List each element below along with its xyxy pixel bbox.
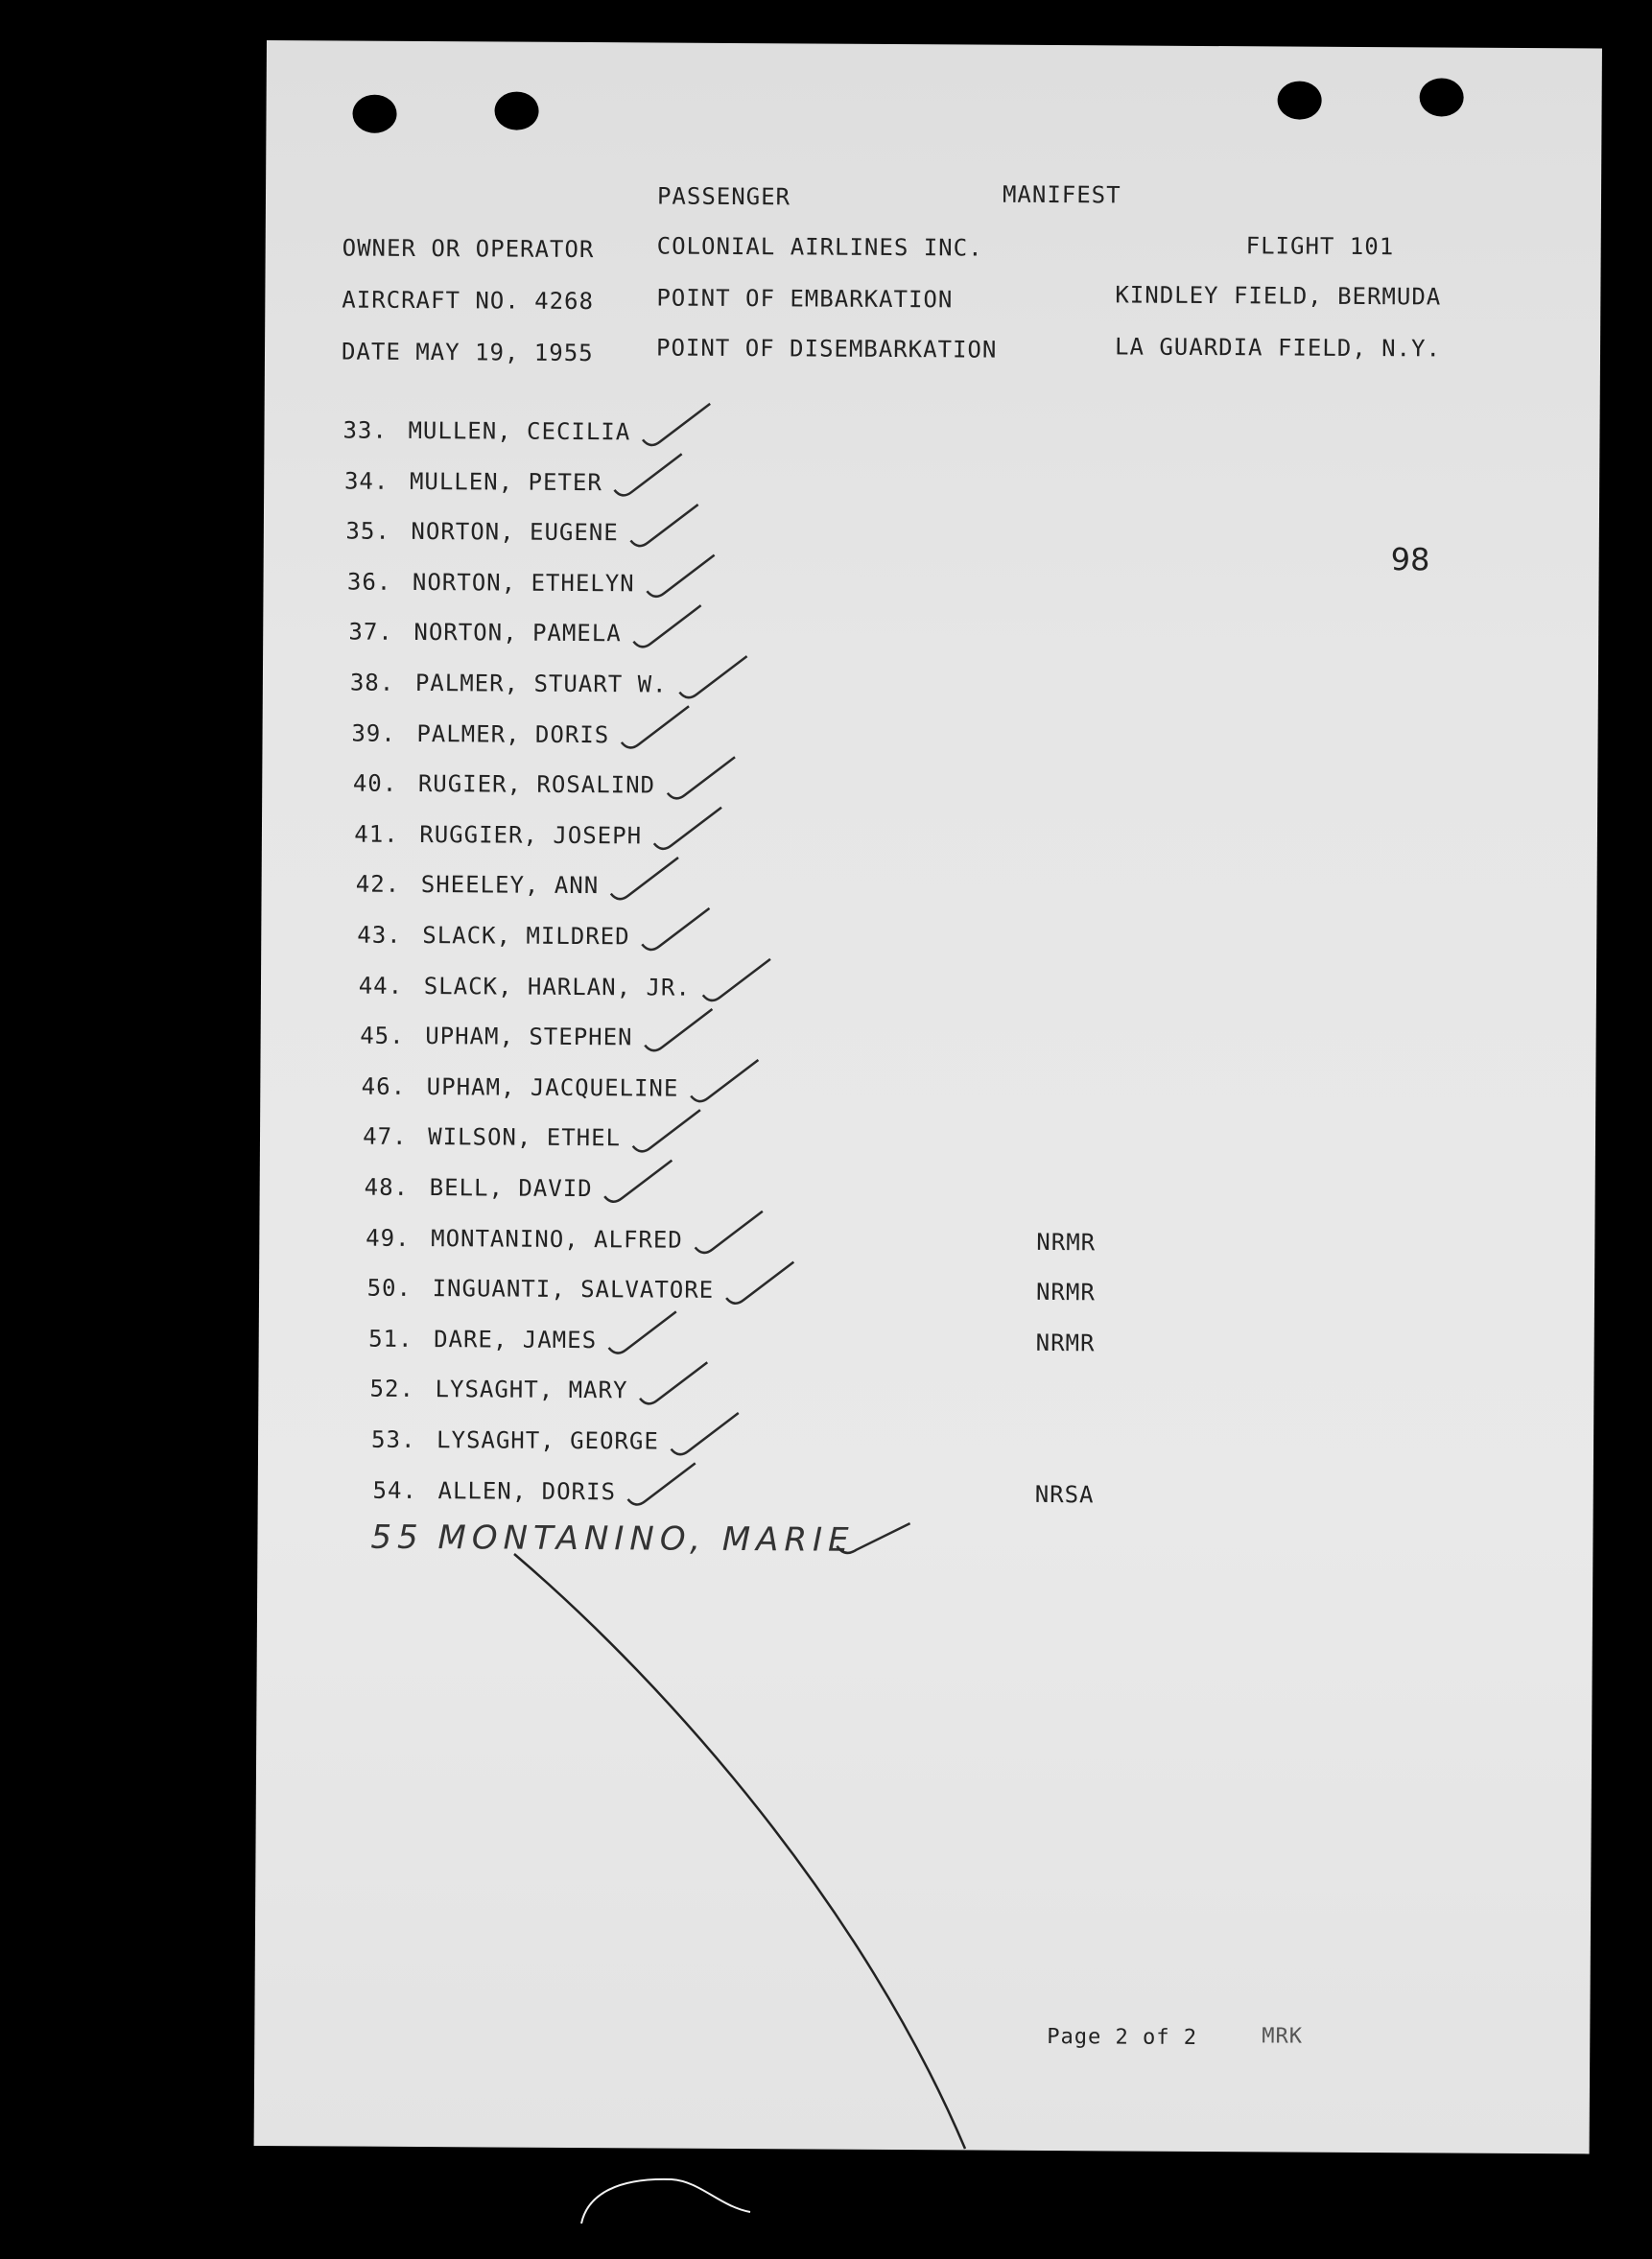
status-code: NRMR: [1035, 1279, 1096, 1306]
status-code: NRMR: [1036, 1228, 1097, 1256]
passenger-number: 36.: [346, 568, 392, 596]
aircraft-number: AIRCRAFT NO. 4268: [342, 286, 595, 316]
status-code: NRMR: [1035, 1329, 1096, 1357]
embarkation-value: KINDLEY FIELD, BERMUDA: [1115, 281, 1442, 311]
passenger-name: NORTON, PAMELA: [413, 619, 622, 647]
passenger-number: 34.: [343, 467, 389, 495]
passenger-name: SHEELEY, ANN: [420, 871, 600, 900]
passenger-number: 50.: [366, 1274, 413, 1303]
passenger-number: 47.: [363, 1123, 408, 1151]
passenger-number: 39.: [351, 719, 396, 747]
page-number: 98: [1390, 541, 1430, 578]
flight-date: DATE MAY 19, 1955: [341, 338, 594, 367]
passenger-name: BELL, DAVID: [429, 1174, 593, 1203]
passenger-name: WILSON, ETHEL: [428, 1123, 622, 1152]
passenger-name: RUGIER, ROSALIND: [417, 770, 656, 799]
passenger-number: 51.: [368, 1325, 413, 1353]
disembarkation-value: LA GUARDIA FIELD, N.Y.: [1114, 333, 1442, 363]
passenger-name: UPHAM, JACQUELINE: [426, 1072, 679, 1102]
passenger-number: 44.: [358, 972, 404, 1000]
passenger-number: 45.: [360, 1022, 405, 1050]
passenger-number: 35.: [345, 517, 390, 545]
disembarkation-label: POINT OF DISEMBARKATION: [655, 334, 998, 364]
passenger-number: 52.: [369, 1376, 415, 1403]
status-code: NRSA: [1034, 1480, 1095, 1508]
passenger-number: 40.: [352, 769, 398, 798]
passenger-name: PALMER, DORIS: [416, 719, 610, 748]
owner-value: COLONIAL AIRLINES INC.: [656, 232, 983, 262]
passenger-number: 41.: [354, 820, 399, 848]
passenger-name: ALLEN, DORIS: [437, 1476, 617, 1505]
long-pencil-stroke: [514, 1554, 965, 2149]
page-indicator: Page 2 of 2: [1047, 2025, 1198, 2050]
passenger-number: 38.: [349, 669, 395, 696]
passenger-name: MULLEN, CECILIA: [408, 416, 631, 446]
clerk-initials: MRK: [1262, 2024, 1304, 2049]
passenger-name: RUGGIER, JOSEPH: [419, 820, 643, 850]
passenger-name: SLACK, HARLAN, JR.: [423, 972, 691, 1001]
passenger-name: PALMER, STUART W.: [414, 669, 668, 698]
handwritten-entry-name: MONTANINO, MARIE: [437, 1518, 855, 1560]
manifest-title-left: PASSENGER: [656, 182, 791, 211]
embarkation-label: POINT OF EMBARKATION: [656, 284, 954, 314]
bottom-scribble: [581, 2179, 750, 2224]
manifest-title-right: MANIFEST: [1002, 180, 1121, 209]
passenger-number: 49.: [366, 1224, 411, 1252]
passenger-name: NORTON, EUGENE: [411, 518, 619, 547]
passenger-name: INGUANTI, SALVATORE: [432, 1275, 715, 1305]
passenger-number: 53.: [371, 1425, 416, 1453]
passenger-name: NORTON, ETHELYN: [412, 568, 635, 598]
passenger-name: UPHAM, STEPHEN: [425, 1023, 633, 1051]
flight-number: FLIGHT 101: [1245, 232, 1395, 261]
passenger-number: 46.: [361, 1072, 407, 1100]
passenger-name: MONTANINO, ALFRED: [431, 1224, 683, 1254]
passenger-name: LYSAGHT, GEORGE: [437, 1426, 659, 1455]
passenger-name: DARE, JAMES: [434, 1325, 598, 1353]
passenger-number: 43.: [357, 921, 402, 949]
handwritten-entry-number: 55: [370, 1518, 424, 1558]
passenger-number: 48.: [364, 1173, 410, 1201]
passenger-number: 42.: [355, 870, 401, 899]
owner-label: OWNER OR OPERATOR: [342, 234, 595, 264]
passenger-number: 54.: [372, 1476, 418, 1504]
passenger-name: LYSAGHT, MARY: [435, 1376, 628, 1404]
passenger-name: MULLEN, PETER: [409, 467, 602, 496]
passenger-number: 33.: [342, 416, 388, 444]
passenger-number: 37.: [348, 618, 393, 647]
passenger-name: SLACK, MILDRED: [422, 922, 630, 951]
